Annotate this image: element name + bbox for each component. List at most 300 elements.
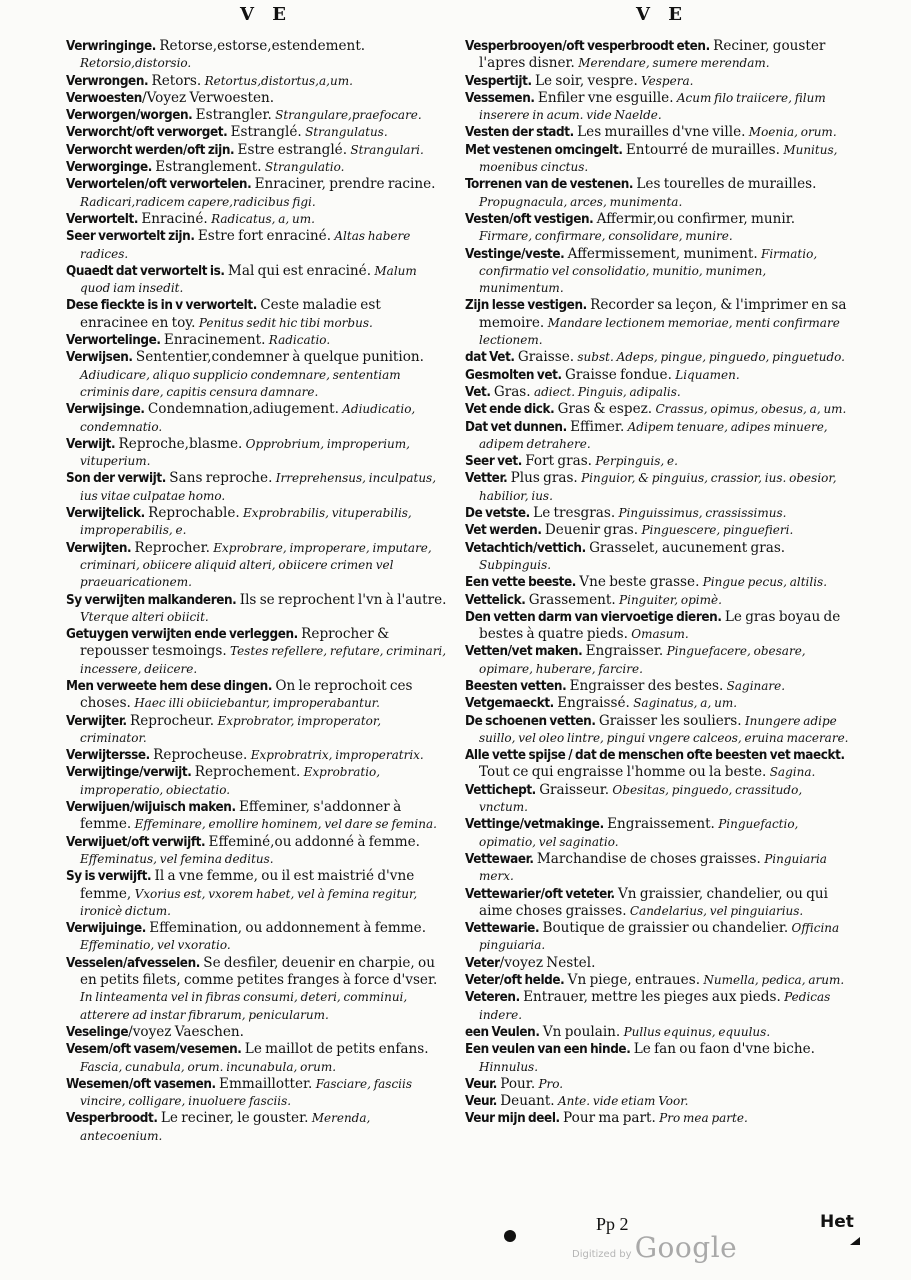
latin-gloss: Pro mea parte.: [659, 1111, 748, 1126]
headword: Veteren.: [465, 990, 520, 1006]
latin-gloss: Pinguefactio, opimatio, vel saginatio.: [479, 817, 799, 849]
headword: Vet ende dick.: [465, 402, 555, 418]
french-gloss: Reproche,blasme.: [115, 435, 243, 452]
headword: Men verweete hem dese dingen.: [66, 678, 273, 694]
french-gloss: Les murailles d'vne ville.: [573, 124, 746, 141]
dictionary-entry: [465, 470, 851, 505]
french-gloss: Estre fort enraciné.: [194, 228, 332, 245]
dictionary-entry: [66, 592, 449, 627]
dictionary-entry: [66, 228, 449, 263]
latin-gloss: Effeminare, emollire hominem, vel dare se femina.: [134, 817, 437, 832]
dictionary-entry: [66, 678, 449, 713]
headword: Verwijuen/wijuisch maken.: [66, 800, 236, 816]
latin-gloss: Sagina.: [769, 765, 816, 780]
dictionary-entry: [66, 436, 449, 471]
french-gloss: Fort gras.: [521, 453, 592, 470]
headword: Verworginge.: [66, 160, 152, 176]
french-gloss: Engraisser.: [582, 643, 664, 660]
french-gloss: Entrauer, mettre les pieges aux pieds.: [519, 989, 781, 1006]
headword: Verwijtelick.: [66, 506, 145, 522]
headword: Vetter.: [465, 471, 508, 487]
french-gloss: Affermir,ou confirmer, munir.: [593, 210, 796, 227]
signature-mark: Pp 2: [596, 1214, 629, 1234]
french-gloss: Graisseur.: [535, 781, 610, 798]
dictionary-entry: [465, 851, 851, 886]
headword: Zijn lesse vestigen.: [465, 298, 587, 314]
latin-gloss: Fasciare, fasciis vincire, colligare, inuoluere fasciis.: [80, 1076, 413, 1109]
latin-gloss: Retorsio,distorsio.: [80, 56, 192, 71]
latin-gloss: Saginare.: [726, 678, 786, 693]
dictionary-entry: [66, 332, 449, 349]
headword: Veter/oft helde.: [465, 973, 565, 989]
headword: Den vetten darm van viervoetige dieren.: [465, 609, 722, 625]
dictionary-entry: [66, 540, 449, 592]
french-gloss: Effeminer, s'addonner à femme.: [80, 799, 402, 833]
latin-gloss: Penitus sedit hic tibi morbus.: [198, 315, 373, 330]
dictionary-entry: [66, 713, 449, 748]
dictionary-entry: [465, 747, 851, 782]
ink-dot: [504, 1230, 516, 1242]
dictionary-entry: [66, 626, 449, 678]
latin-gloss: Radicari,radicem capere,radicibus figi.: [80, 194, 316, 209]
dictionary-entry: [465, 540, 851, 575]
french-gloss: Effeminé,ou addonné à femme.: [205, 833, 420, 850]
latin-gloss: Strangulare,praefocare.: [275, 108, 422, 123]
latin-gloss: Omasum.: [631, 627, 689, 642]
french-gloss: Enraciner, prendre racine.: [251, 176, 436, 193]
headword: Vesselen/afvesselen.: [66, 955, 200, 971]
dictionary-entry: [465, 124, 851, 141]
french-gloss: Gras.: [490, 383, 531, 400]
latin-gloss: Effeminatio, vel vxoratio.: [80, 938, 231, 953]
french-gloss: Tout ce qui engraisse l'homme ou la beste.: [479, 764, 767, 781]
headword: Verwijtersse.: [66, 748, 150, 764]
french-gloss: Enfiler vne esguille.: [534, 89, 674, 106]
dictionary-entry: [66, 1041, 449, 1076]
latin-gloss: Pedicas indere.: [479, 990, 831, 1022]
headword: Vet werden.: [465, 523, 542, 539]
french-gloss: Graisse fondue.: [561, 366, 672, 383]
french-gloss: Gras & espez.: [554, 401, 653, 418]
dictionary-entry: [465, 297, 851, 349]
french-gloss: /voyez Nestel.: [499, 954, 596, 971]
headword: Verwoesten: [66, 90, 142, 106]
french-gloss: Le soir, vespre.: [531, 72, 638, 89]
french-gloss: Sans reproche.: [165, 470, 273, 487]
latin-gloss: Obesitas, pinguedo, crassitudo, vnctum.: [479, 782, 803, 815]
dictionary-entry: [465, 713, 851, 748]
headword: Quaedt dat verwortelt is.: [66, 263, 225, 279]
headword: Veur.: [465, 1076, 497, 1092]
dictionary-entry: [465, 1024, 851, 1041]
dictionary-entry: [66, 868, 449, 920]
french-gloss: Reprocher.: [131, 539, 210, 556]
headword: Vet.: [465, 384, 491, 400]
dictionary-entry: [66, 159, 449, 176]
latin-gloss: Radicatus, a, um.: [211, 211, 315, 226]
headword: Vettichept.: [465, 782, 536, 798]
headword: Vesperbroodt.: [66, 1111, 158, 1127]
latin-gloss: In linteamenta vel in fibras consumi, deteri, comminui, atterere ad instar fibrarum, penicularum.: [80, 990, 408, 1022]
french-gloss: Enraciné.: [138, 210, 208, 227]
dictionary-entry: [465, 1076, 851, 1093]
dictionary-entry: [465, 453, 851, 470]
french-gloss: Reprochement.: [191, 764, 301, 781]
headword: Veur.: [465, 1094, 497, 1110]
latin-gloss: Inungere adipe suillo, vel oleo lintre, pingui vngere calceos, eruina macerare.: [479, 713, 849, 745]
french-gloss: /Voyez Verwoesten.: [141, 89, 275, 106]
dictionary-entry: [66, 297, 449, 332]
headword: Een vette beeste.: [465, 575, 576, 591]
dictionary-entry: [465, 678, 851, 695]
headword: Veter: [465, 955, 500, 971]
dictionary-entry: [66, 505, 449, 540]
headword: Verwortelen/oft verwortelen.: [66, 177, 252, 193]
corner-mark: [850, 1237, 860, 1245]
dictionary-entry: [465, 522, 851, 539]
french-gloss: Estranglé.: [227, 124, 302, 141]
headword: Verwijten.: [66, 540, 132, 556]
dictionary-entry: [66, 470, 449, 505]
latin-gloss: Firmatio, confirmatio vel consolidatio, munitio, munimen, munimentum.: [479, 246, 818, 296]
headword: Verwortelt.: [66, 211, 139, 227]
french-gloss: Boutique de graissier ou chandelier.: [539, 920, 789, 937]
dictionary-entry: [465, 574, 851, 591]
dictionary-entry: [465, 1110, 851, 1127]
latin-gloss: Subpinguis.: [479, 557, 552, 572]
latin-gloss: Pro.: [538, 1076, 564, 1091]
headword: Met vestenen omcingelt.: [465, 142, 623, 158]
dictionary-entry: [66, 211, 449, 228]
latin-gloss: Firmare, confirmare, consolidare, munire.: [479, 229, 733, 244]
latin-gloss: Exprobrare, improperare, imputare, criminari, obiicere aliquid alteri, obiicere crimen vel praeuaricationem.: [80, 540, 432, 590]
dictionary-entry: [66, 920, 449, 955]
french-gloss: Recorder sa leçon, & l'imprimer en sa memoire.: [479, 297, 847, 331]
latin-gloss: Munitus, moenibus cinctus.: [479, 142, 838, 175]
latin-gloss: Adiudicatio, condemnatio.: [80, 402, 416, 434]
headword: Alle vette spijse / dat de menschen ofte beesten vet maeckt.: [465, 748, 845, 764]
headword: Vesem/oft vasem/vesemen.: [66, 1042, 242, 1058]
latin-gloss: Adipem tenuare, adipes minuere, adipem detrahere.: [479, 419, 828, 451]
headword: Verwijuinge.: [66, 921, 146, 937]
french-gloss: Marchandise de choses graisses.: [533, 850, 761, 867]
latin-gloss: Opprobrium, improperium, vituperium.: [80, 436, 410, 469]
watermark-prefix: Digitized by: [572, 1249, 632, 1260]
headword: Vesten/oft vestigen.: [465, 211, 594, 227]
french-gloss: Pour ma part.: [559, 1110, 656, 1127]
headword: Verwijtinge/verwijt.: [66, 765, 192, 781]
headword: Verworgen/worgen.: [66, 108, 193, 124]
headword: Veur mijn deel.: [465, 1111, 560, 1127]
dictionary-entry: [66, 764, 449, 799]
french-gloss: Il a vne femme, ou il est maistrié d'vne femme,: [80, 868, 415, 902]
french-gloss: Graisser les souliers.: [595, 712, 742, 729]
dictionary-entry: [465, 972, 851, 989]
latin-gloss: Vxorius est, vxorem habet, vel à femina regitur, ironicè dictum.: [80, 886, 418, 918]
headword: Son der verwijt.: [66, 471, 166, 487]
french-gloss: Effemination, ou addonnement à femme.: [145, 920, 427, 937]
headword: Gesmolten vet.: [465, 367, 562, 383]
latin-gloss: Strangulatio.: [264, 160, 345, 175]
dictionary-entry: [66, 747, 449, 764]
dictionary-entry: [465, 401, 851, 418]
french-gloss: Entourré de murailles.: [622, 141, 780, 158]
catchword: Het: [820, 1212, 854, 1232]
headword: Vetten/vet maken.: [465, 644, 583, 660]
headword: Beesten vetten.: [465, 678, 567, 694]
headword: Getuygen verwijten ende verleggen.: [66, 627, 298, 643]
french-gloss: Le fan ou faon d'vne biche.: [630, 1041, 815, 1058]
headword: Dat vet dunnen.: [465, 419, 567, 435]
french-gloss: Reprocheur.: [126, 712, 215, 729]
running-header-left: V E: [240, 4, 292, 25]
dictionary-entry: [66, 263, 449, 298]
french-gloss: Engraissé.: [553, 695, 630, 712]
latin-gloss: Vespera.: [641, 73, 694, 88]
french-gloss: Deuenir gras.: [541, 522, 639, 539]
dictionary-entry: [66, 142, 449, 159]
french-gloss: Ceste maladie est enracinee en toy.: [80, 297, 381, 331]
latin-gloss: Exprobratrix, improperatrix.: [250, 748, 424, 763]
dictionary-entry: [465, 419, 851, 454]
headword: Seer verwortelt zijn.: [66, 229, 195, 245]
headword: Torrenen van de vestenen.: [465, 177, 634, 193]
french-gloss: Pour.: [496, 1075, 536, 1092]
french-gloss: Plus gras.: [507, 470, 578, 487]
headword: Een veulen van een hinde.: [465, 1042, 631, 1058]
french-gloss: Reprocher & repousser tesmoings.: [80, 626, 390, 660]
latin-gloss: adiect. Pinguis, adipalis.: [533, 384, 681, 399]
french-gloss: Les tourelles de murailles.: [633, 176, 817, 193]
latin-gloss: Numella, pedica, arum.: [703, 973, 845, 988]
headword: Vestinge/veste.: [465, 246, 565, 262]
french-gloss: Estre estranglé.: [234, 141, 348, 158]
dictionary-entry: [465, 1041, 851, 1076]
latin-gloss: Pinguior, & pinguius, crassior, ius. obesior, habilior, ius.: [479, 471, 837, 503]
latin-gloss: Merenda, antecoenium.: [80, 1111, 371, 1143]
latin-gloss: Candelarius, vel pinguiarius.: [629, 903, 804, 918]
headword: een Veulen.: [465, 1024, 540, 1040]
headword: Vettelick.: [465, 592, 526, 608]
dictionary-entry: [465, 176, 851, 211]
latin-gloss: Saginatus, a, um.: [633, 696, 738, 711]
headword: Verwringinge.: [66, 39, 156, 54]
headword: Vessemen.: [465, 90, 535, 106]
headword: Verworcht/oft verworget.: [66, 125, 228, 141]
right-column: [465, 38, 851, 1228]
latin-gloss: Acum filo traiicere, filum inserere in acum. vide Naelde.: [479, 90, 826, 123]
french-gloss: Retors.: [148, 72, 202, 89]
dictionary-entry: [465, 643, 851, 678]
headword: De schoenen vetten.: [465, 713, 596, 729]
headword: dat Vet.: [465, 350, 515, 366]
dictionary-entry: [465, 592, 851, 609]
latin-gloss: Mandare lectionem memoriae, menti confirmare lectionem.: [479, 315, 840, 348]
headword: Verworcht werden/oft zijn.: [66, 142, 235, 158]
watermark-brand: Google: [634, 1231, 738, 1264]
dictionary-entry: [465, 246, 851, 298]
headword: Vettewarier/oft veteter.: [465, 886, 615, 902]
latin-gloss: Irreprehensus, inculpatus, ius vitae culpatae homo.: [80, 471, 437, 503]
dictionary-entry: [465, 920, 851, 955]
dictionary-entry: [465, 367, 851, 384]
dictionary-entry: [66, 1024, 449, 1041]
dictionary-entry: [465, 505, 851, 522]
latin-gloss: Crassus, opimus, obesus, a, um.: [655, 402, 847, 417]
latin-gloss: Pinguiaria merx.: [479, 851, 827, 884]
headword: Sy verwijten malkanderen.: [66, 592, 237, 608]
french-gloss: Effimer.: [566, 418, 625, 435]
latin-gloss: Pinguiter, opimè.: [619, 592, 722, 607]
headword: Verwijsinge.: [66, 402, 145, 418]
headword: Verwrongen.: [66, 73, 149, 89]
dictionary-entry: [66, 73, 449, 90]
dictionary-entry: [465, 695, 851, 712]
dictionary-entry: [66, 401, 449, 436]
dictionary-entry: [465, 609, 851, 644]
latin-gloss: Officina pinguiaria.: [479, 921, 840, 953]
dictionary-entry: [465, 211, 851, 246]
latin-gloss: Pinguescere, pinguefieri.: [641, 523, 794, 538]
french-gloss: Ils se reprochent l'vn à l'autre.: [236, 591, 447, 608]
dictionary-entry: [66, 1110, 449, 1145]
french-gloss: Reprocheuse.: [149, 747, 248, 764]
dictionary-entry: [66, 834, 449, 869]
dictionary-entry: [465, 73, 851, 90]
french-gloss: Le maillot de petits enfans.: [241, 1041, 429, 1058]
french-gloss: Retorse,estorse,estendement.: [156, 38, 366, 54]
dictionary-entry: [66, 1076, 449, 1111]
headword: Seer vet.: [465, 454, 522, 470]
headword: De vetste.: [465, 506, 530, 522]
french-gloss: Le gras boyau de bestes à quatre pieds.: [479, 608, 841, 643]
latin-gloss: Effeminatus, vel femina deditus.: [80, 851, 274, 866]
headword: Sy is verwijft.: [66, 869, 152, 885]
dictionary-entry: [465, 1093, 851, 1110]
french-gloss: Estrangler.: [192, 107, 272, 124]
dictionary-entry: [465, 38, 851, 73]
latin-gloss: Ante. vide etiam Voor.: [557, 1094, 689, 1109]
french-gloss: Deuant.: [496, 1093, 555, 1110]
french-gloss: Grasselet, aucunement gras.: [585, 539, 786, 556]
dictionary-entry: [465, 349, 851, 366]
french-gloss: Mal qui est enraciné.: [224, 262, 372, 279]
headword: Verwijter.: [66, 713, 127, 729]
french-gloss: Engraissement.: [603, 816, 715, 833]
french-gloss: Vn piege, entraues.: [564, 972, 701, 989]
headword: Vettewarie.: [465, 921, 540, 937]
latin-gloss: subst. Adeps, pingue, pinguedo, pinguetudo.: [577, 350, 845, 365]
french-gloss: Engraisser des bestes.: [566, 677, 724, 694]
french-gloss: Reciner, gouster l'apres disner.: [479, 38, 826, 72]
french-gloss: Sententier,condemner à quelque punition.: [132, 349, 425, 366]
latin-gloss: Pinguissimus, crassissimus.: [618, 506, 787, 521]
latin-gloss: Vterque alteri obiicit.: [80, 609, 209, 624]
headword: Vesperbrooyen/oft vesperbroodt eten.: [465, 39, 710, 54]
french-gloss: Vn graissier, chandelier, ou qui aime choses graisses.: [479, 885, 828, 919]
french-gloss: Estranglement.: [151, 159, 262, 176]
headword: Vetachtich/vettich.: [465, 540, 586, 556]
headword: Verwijt.: [66, 436, 116, 452]
headword: Verwijuet/oft verwijft.: [66, 834, 206, 850]
dictionary-entry: [465, 989, 851, 1024]
latin-gloss: Malum quod iam insedit.: [80, 263, 417, 296]
latin-gloss: Merendare, sumere merendam.: [578, 56, 770, 71]
dictionary-entry: [66, 349, 449, 401]
latin-gloss: Testes refellere, refutare, criminari, incessere, deiicere.: [80, 644, 447, 676]
latin-gloss: Strangulatus.: [305, 125, 388, 140]
french-gloss: Vn poulain.: [539, 1023, 621, 1040]
dictionary-entry: [66, 176, 449, 211]
dictionary-entry: [465, 886, 851, 921]
headword: Dese fieckte is in v verwortelt.: [66, 298, 257, 314]
google-watermark: [572, 1231, 737, 1264]
french-gloss: Graisse.: [514, 349, 575, 366]
latin-gloss: Altas habere radices.: [80, 229, 411, 261]
french-gloss: Vne beste grasse.: [575, 574, 700, 591]
dictionary-entry: [66, 107, 449, 124]
latin-gloss: Fascia, cunabula, orum. incunabula, orum.: [80, 1059, 337, 1074]
latin-gloss: Radicatio.: [268, 333, 331, 348]
latin-gloss: Exprobrabilis, vituperabilis, improperabilis, e.: [80, 506, 412, 538]
french-gloss: /voyez Vaeschen.: [128, 1023, 244, 1040]
french-gloss: Se desfiler, deuenir en charpie, ou en petits filets, comme petites franges à force d'vser.: [80, 954, 438, 989]
latin-gloss: Pingue pecus, altilis.: [702, 575, 828, 590]
dictionary-entry: [66, 955, 449, 1024]
dictionary-entry: [66, 799, 449, 834]
latin-gloss: Adiudicare, aliquo supplicio condemnare, sententiam criminis dare, capitis censura damnare.: [80, 367, 401, 399]
french-gloss: Condemnation,adiugement.: [144, 401, 339, 418]
french-gloss: Le tresgras.: [529, 505, 616, 522]
latin-gloss: Moenia, orum.: [748, 125, 837, 140]
latin-gloss: Pullus equinus, equulus.: [623, 1024, 771, 1039]
dictionary-entry: [465, 384, 851, 401]
french-gloss: Reprochable.: [144, 505, 240, 522]
dictionary-entry: [66, 124, 449, 141]
headword: Vetgemaeckt.: [465, 696, 554, 712]
french-gloss: Enracinement.: [160, 332, 266, 349]
latin-gloss: Retortus,distortus,a,um.: [204, 73, 353, 88]
latin-gloss: Exprobrator, improperator, criminator.: [80, 713, 382, 745]
french-gloss: Le reciner, le gouster.: [157, 1110, 309, 1127]
headword: Vettinge/vetmakinge.: [465, 817, 604, 833]
running-header-right: V E: [636, 4, 688, 25]
headword: Vespertijt.: [465, 73, 532, 89]
left-column: [66, 38, 449, 1228]
dictionary-entry: [66, 38, 449, 73]
latin-gloss: Liquamen.: [675, 367, 740, 382]
headword: Vettewaer.: [465, 851, 534, 867]
dictionary-entry: [465, 782, 851, 817]
latin-gloss: Pinguefacere, obesare, opimare, huberare, farcire.: [479, 644, 806, 676]
french-gloss: Emmaillotter.: [215, 1075, 313, 1092]
dictionary-entry: [465, 142, 851, 177]
french-gloss: Grassement.: [525, 591, 616, 608]
latin-gloss: Perpinguis, e.: [595, 454, 678, 469]
latin-gloss: Haec illi obiiciebantur, improperabantur.: [134, 696, 380, 711]
headword: Verwijsen.: [66, 350, 133, 366]
latin-gloss: Propugnacula, arces, munimenta.: [479, 194, 683, 209]
headword: Wesemen/oft vasemen.: [66, 1076, 216, 1092]
headword: Veselinge: [66, 1024, 129, 1040]
latin-gloss: Exprobratio, improperatio, obiectatio.: [80, 765, 381, 797]
dictionary-entry: [465, 816, 851, 851]
headword: Verwortelinge.: [66, 333, 161, 349]
headword: Vesten der stadt.: [465, 125, 574, 141]
french-gloss: Affermissement, muniment.: [564, 245, 758, 262]
latin-gloss: Strangulari.: [350, 142, 424, 157]
french-gloss: On le reprochoit ces choses.: [80, 677, 413, 712]
